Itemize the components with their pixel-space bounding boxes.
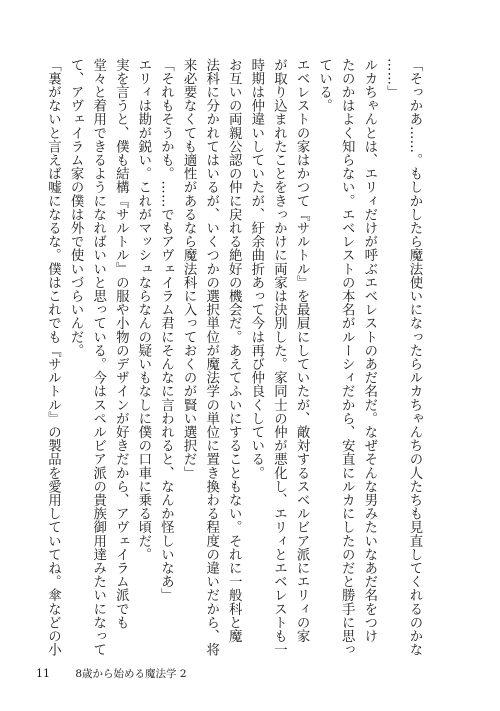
text-line: 「そっかあ……。もしかしたら魔法使いになったらルカちゃんちの人たちも見直してくれるのかな	[407, 58, 422, 657]
text-line: て、アヴェイラム家の僕は外で使いづらいんだ。	[68, 58, 84, 358]
body-text	[41, 58, 425, 658]
text-line: ルカちゃんとは、エリィだけが呼ぶエベレストのあだ名だ。なぜそんな男みたいなあだ名をつけ	[361, 58, 377, 643]
text-line: 来必要なくても適性があるなら魔法科に入っておくのが賢い選択だ」	[181, 58, 197, 480]
text-line: 実を言うと、僕も結構『サルトル』の服や小物のデザインが好きだから、アヴェイラム派でも	[113, 58, 129, 630]
text-line: 「裏がないと言えば嘘になるな。僕はこれでも『サルトル』の製品を愛用していてね。傘などの小	[45, 58, 61, 657]
text-line: 堂々と着用できるようになればいいと思っている。今はスペルビア派の貴族御用達みたいになって	[90, 58, 106, 657]
text-line: ている。	[316, 58, 332, 113]
page-footer	[36, 666, 187, 681]
text-line: エベレストの家はかつて『サルトル』を最屓にしていたが、敵対するスベルビア派にエリィの家	[294, 58, 310, 643]
text-line: 法科に分かれてはいるが、いくつかの選択単位が魔法学の単位に置き換わる程度の違いだから、将	[203, 58, 219, 657]
book-title: 8歳から始める魔法学 2	[75, 668, 187, 680]
text-line: 「それもそうかも。……でもアヴェイラム君にそんなに言われると、なんか怪しいなあ」	[158, 58, 174, 602]
text-line: エリィは勘が鋭い。これがマッシュならなんの疑いもなしに僕の口車に乗る頃だ。	[135, 58, 151, 562]
text-line: ……」	[384, 58, 400, 99]
text-line: お互いの両親公認の仲に戻れる絶好の機会だ。あえてふいにすることもない。それに一般科と魔	[226, 58, 242, 643]
text-line: が取り込まれたことをきっかけに両家は決別した。家同士の仲が悪化し、エリィとエベレストも一	[271, 58, 287, 657]
text-line: たのかはよく知らない。エベレストの本名がルーシィだから、安直にルカにしたのだと勝手に思っ	[339, 58, 355, 657]
text-line: 時期は仲違いしていたが、紆余曲折あって今は再び仲良くしている。	[248, 58, 264, 480]
page-number: 11	[36, 667, 50, 680]
